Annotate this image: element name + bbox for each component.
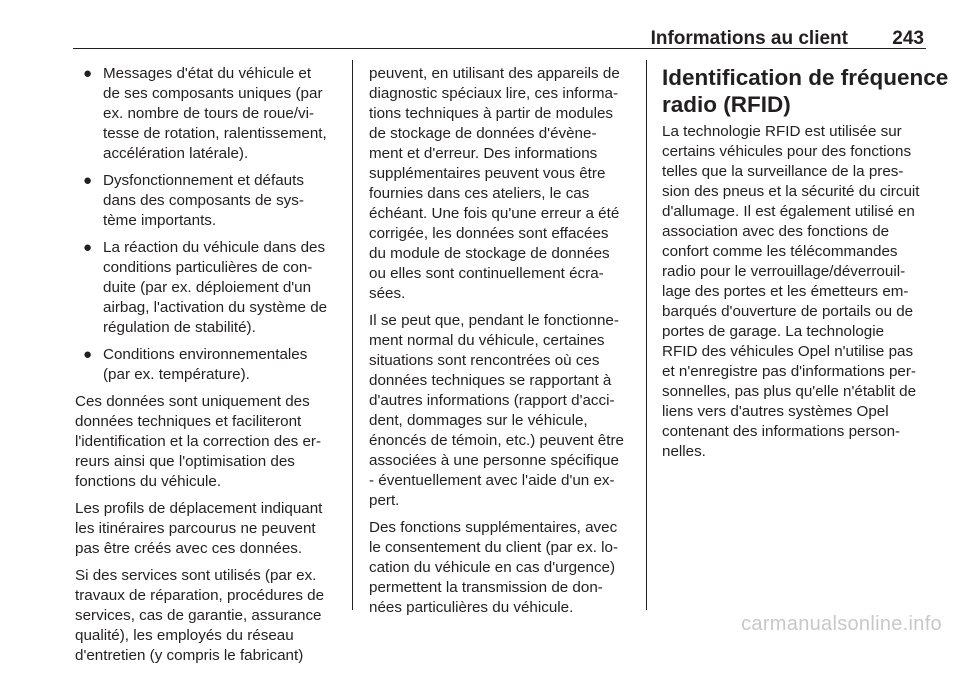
text-line: dent, dommages sur le véhicule, xyxy=(369,412,588,429)
text-line: conditions particulières de con- xyxy=(103,259,313,276)
text-line: situations sont rencontrées où ces xyxy=(369,352,600,369)
text-line: de ses composants uniques (par xyxy=(103,85,323,102)
text-line: d'allumage. Il est également utilisé en xyxy=(662,203,915,220)
text-line: sion des pneus et la sécurité du circuit xyxy=(662,183,920,200)
column-divider-1 xyxy=(352,60,353,610)
text-line: La technologie RFID est utilisée sur xyxy=(662,123,902,140)
text-line: d'entretien (y compris le fabricant) xyxy=(75,647,304,664)
column-2 xyxy=(369,64,639,625)
bullet-icon: ● xyxy=(83,346,93,363)
text-line: La réaction du véhicule dans des xyxy=(103,239,326,256)
text-line: dans des composants de sys- xyxy=(103,192,304,209)
text-line: fournies dans ces ateliers, le cas xyxy=(369,185,590,202)
text-line: pas être créés avec ces données. xyxy=(75,540,303,557)
column-3 xyxy=(662,64,949,469)
bullet-list xyxy=(75,64,345,385)
text-line: portes de garage. La technologie xyxy=(662,323,885,340)
text-line: qualité), les employés du réseau xyxy=(75,627,294,644)
text-line: lage des portes et les émetteurs em- xyxy=(662,283,909,300)
text-line: permettent la transmission de don- xyxy=(369,579,603,596)
text-line: diagnostic spéciaux lire, ces informa- xyxy=(369,85,619,102)
text-line: certains véhicules pour des fonctions xyxy=(662,143,912,160)
bullet-icon: ● xyxy=(83,172,93,189)
text-line: énoncés de témoin, etc.) peuvent être xyxy=(369,432,624,449)
text-line: associées à une personne spécifique xyxy=(369,452,619,469)
text-line: fonctions du véhicule. xyxy=(75,473,222,490)
text-line: données techniques et faciliteront xyxy=(75,413,302,430)
text-line: pert. xyxy=(369,492,400,509)
text-line: Dysfonctionnement et défauts xyxy=(103,172,304,189)
text-line: données techniques se rapportant à xyxy=(369,372,612,389)
text-line: tesse de rotation, ralentissement, xyxy=(103,125,327,142)
text-line: airbag, l'activation du système de xyxy=(103,299,328,316)
text-line: Messages d'état du véhicule et xyxy=(103,65,312,82)
list-item xyxy=(75,238,345,338)
text-line: Des fonctions supplémentaires, avec xyxy=(369,519,618,536)
section-heading xyxy=(662,64,949,118)
text-line: Ces données sont uniquement des xyxy=(75,393,310,410)
text-line: duite (par ex. déploiement d'un xyxy=(103,279,312,296)
text-line: telles que la surveillance de la pres- xyxy=(662,163,904,180)
page-number: 243 xyxy=(892,28,924,49)
text-line: le consentement du client (par ex. lo- xyxy=(369,539,619,556)
text-line: ment normal du véhicule, certaines xyxy=(369,332,605,349)
text-line: confort comme les télécommandes xyxy=(662,243,898,260)
text-line: corrigée, les données sont effacées xyxy=(369,225,609,242)
paragraph xyxy=(662,122,932,462)
text-line: Si des services sont utilisés (par ex. xyxy=(75,567,317,584)
text-line: accélération latérale). xyxy=(103,145,249,162)
text-line: radio pour le verrouillage/déverrouil- xyxy=(662,263,906,280)
text-line: - éventuellement avec l'aide d'un ex- xyxy=(369,472,615,489)
text-line: liens vers d'autres systèmes Opel xyxy=(662,403,889,420)
text-line: échéant. Une fois qu'une erreur a été xyxy=(369,205,620,222)
paragraph xyxy=(75,566,345,666)
list-item xyxy=(75,171,345,231)
text-line: barqués d'ouverture de portails ou de xyxy=(662,303,914,320)
text-line: sées. xyxy=(369,285,406,302)
heading-line: Identification de fréquence xyxy=(662,65,949,90)
paragraph xyxy=(75,392,345,492)
text-line: association avec des fonctions de xyxy=(662,223,890,240)
text-line: tions techniques à partir de modules xyxy=(369,105,613,122)
text-line: travaux de réparation, procédures de xyxy=(75,587,325,604)
text-line: les itinéraires parcourus ne peuvent xyxy=(75,520,316,537)
watermark: carmanualsonline.info xyxy=(741,613,942,635)
bullet-icon: ● xyxy=(83,65,93,82)
text-line: Conditions environnementales xyxy=(103,346,308,363)
text-line: reurs ainsi que l'optimisation des xyxy=(75,453,295,470)
text-line: ment et d'erreur. Des informations xyxy=(369,145,598,162)
text-line: et n'enregistre pas d'informations per- xyxy=(662,363,916,380)
paragraph xyxy=(369,311,639,511)
page-title: Informations au client xyxy=(650,28,848,49)
paragraph xyxy=(75,499,345,559)
text-line: RFID des véhicules Opel n'utilise pas xyxy=(662,343,914,360)
header-rule xyxy=(73,48,926,49)
text-line: de stockage de données d'évène- xyxy=(369,125,597,142)
page-header xyxy=(73,26,926,50)
heading-line: radio (RFID) xyxy=(662,92,791,117)
text-line: tème importants. xyxy=(103,212,217,229)
list-item xyxy=(75,345,345,385)
text-line: nelles. xyxy=(662,443,706,460)
text-line: ex. nombre de tours de roue/vi- xyxy=(103,105,315,122)
list-item xyxy=(75,64,345,164)
text-line: l'identification et la correction des er- xyxy=(75,433,322,450)
text-line: sonnelles, pas plus qu'elle n'établit de xyxy=(662,383,917,400)
text-line: cation du véhicule en cas d'urgence) xyxy=(369,559,616,576)
bullet-icon: ● xyxy=(83,239,93,256)
text-line: Les profils de déplacement indiquant xyxy=(75,500,323,517)
text-line: Il se peut que, pendant le fonctionne- xyxy=(369,312,619,329)
text-line: peuvent, en utilisant des appareils de xyxy=(369,65,620,82)
text-line: ou elles sont continuellement écra- xyxy=(369,265,604,282)
text-line: d'autres informations (rapport d'acci- xyxy=(369,392,615,409)
text-line: du module de stockage de données xyxy=(369,245,610,262)
text-line: supplémentaires peuvent vous être xyxy=(369,165,606,182)
text-line: contenant des informations person- xyxy=(662,423,901,440)
text-line: services, cas de garantie, assurance xyxy=(75,607,322,624)
paragraph xyxy=(369,64,639,304)
paragraph xyxy=(369,518,639,618)
text-line: régulation de stabilité). xyxy=(103,319,256,336)
column-1 xyxy=(75,64,345,673)
text-line: nées particulières du véhicule. xyxy=(369,599,574,616)
text-line: (par ex. température). xyxy=(103,366,250,383)
column-divider-2 xyxy=(646,60,647,610)
